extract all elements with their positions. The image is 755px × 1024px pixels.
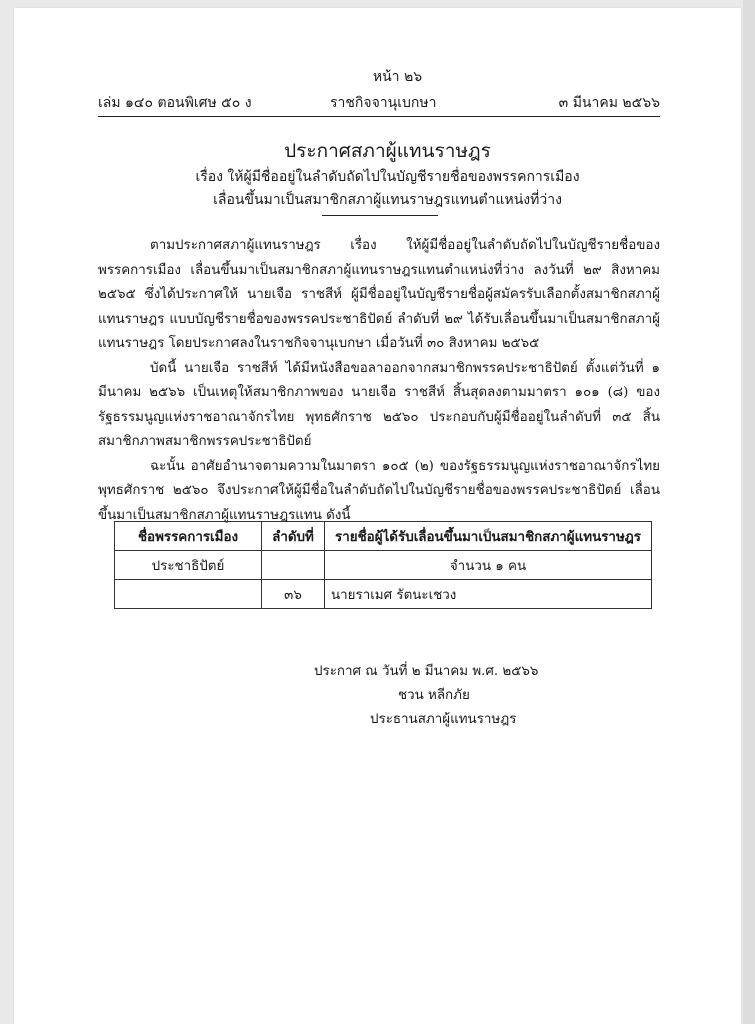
- cell-rank: ๓๖: [262, 580, 325, 609]
- table-row: [115, 580, 652, 609]
- title-divider: [322, 215, 438, 216]
- paragraph-3: ฉะนั้น อาศัยอำนาจตามความในมาตรา ๑๐๕ (๒) ของรัฐธรรมนูญแห่งราชอาณาจักรไทย พุทธศักราช ๒๕๖๐ จึงประกาศให้ผู้มีชื่อในลำดับถัดไปในบัญชีรายชื่อของพรรคประชาธิปัตย์ เลื่อนขึ้นมาเป็นสมาชิกสภาผู้แทนราษฎรแทน ดังนี้: [98, 458, 660, 523]
- signer-position: ประธานสภาผู้แทนราษฎร: [370, 712, 517, 727]
- paragraph-2: บัดนี้ นายเจือ ราชสีห์ ได้มีหนังสือขอลาออกจากสมาชิกพรรคประชาธิปัตย์ ตั้งแต่วันที่ ๑ มีนาคม ๒๕๖๖ เป็นเหตุให้สมาชิกภาพของ นายเจือ ราชสีห์ สิ้นสุดลงตามมาตรา ๑๐๑ (๘) ของรัฐธรรมนูญแห่งราชอาณาจักรไทย พุทธศักราช ๒๕๖๐ ประกอบกับผู้มีชื่ออยู่ในลำดับที่ ๓๕ สิ้นสมาชิกภาพสมาชิกพรรคประชาธิปัตย์: [98, 360, 660, 449]
- volume-issue: เล่ม ๑๔๐ ตอนพิเศษ ๕๐ ง: [98, 95, 252, 111]
- cell-count: จำนวน ๑ คน: [325, 551, 652, 580]
- cell-name: นายราเมศ รัตนะเชวง: [325, 580, 652, 609]
- announcement-body: [98, 234, 660, 528]
- table-row: [115, 551, 652, 580]
- header-names: รายชื่อผู้ได้รับเลื่อนขึ้นมาเป็นสมาชิกสภาผู้แทนราษฎร: [325, 522, 652, 551]
- page-number: หน้า ๒๖: [372, 69, 423, 85]
- gazette-date: ๓ มีนาคม ๒๕๖๖: [558, 95, 660, 111]
- header-divider: [98, 116, 660, 117]
- paragraph-1: ตามประกาศสภาผู้แทนราษฎร เรื่อง ให้ผู้มีชื่ออยู่ในลำดับถัดไปในบัญชีรายชื่อของพรรคการเมือง เลื่อนขึ้นมาเป็นสมาชิกสภาผู้แทนราษฎรแทนตำแหน่งที่ว่าง ลงวันที่ ๒๙ สิงหาคม ๒๕๖๕ ซึ่งได้ประกาศให้ นายเจือ ราชสีห์ ผู้มีชื่ออยู่ในบัญชีรายชื่อผู้สมัครรับเลือกตั้งสมาชิกสภาผู้แทนราษฎร แบบบัญชีรายชื่อของพรรคประชาธิปัตย์ ลำดับที่ ๒๙ ได้รับเลื่อนขึ้นมาเป็นสมาชิกสภาผู้แทนราษฎร โดยประกาศลงในราชกิจจานุเบกษา เมื่อวันที่ ๓๐ สิงหาคม ๒๕๖๕: [98, 238, 660, 351]
- gazette-header: [98, 92, 660, 112]
- table-header-row: [115, 522, 652, 551]
- subject-line-2: เลื่อนขึ้นมาเป็นสมาชิกสภาผู้แทนราษฎรแทนตำแหน่งที่ว่าง: [213, 192, 562, 208]
- candidate-table: [114, 521, 652, 609]
- cell-party: ประชาธิปัตย์: [115, 551, 262, 580]
- announcement-title: ประกาศสภาผู้แทนราษฎร: [284, 140, 491, 162]
- header-rank: ลำดับที่: [262, 522, 325, 551]
- header-party: ชื่อพรรคการเมือง: [115, 522, 262, 551]
- announcement-date: ประกาศ ณ วันที่ ๒ มีนาคม พ.ศ. ๒๕๖๖: [314, 664, 539, 679]
- signer-name: ชวน หลีกภัย: [398, 688, 470, 703]
- announcement-subject: [0, 166, 755, 212]
- cell-rank: [262, 551, 325, 580]
- cell-party: [115, 580, 262, 609]
- subject-line-1: เรื่อง ให้ผู้มีชื่ออยู่ในลำดับถัดไปในบัญชีรายชื่อของพรรคการเมือง: [195, 169, 580, 185]
- gazette-name: ราชกิจจานุเบกษา: [330, 95, 437, 111]
